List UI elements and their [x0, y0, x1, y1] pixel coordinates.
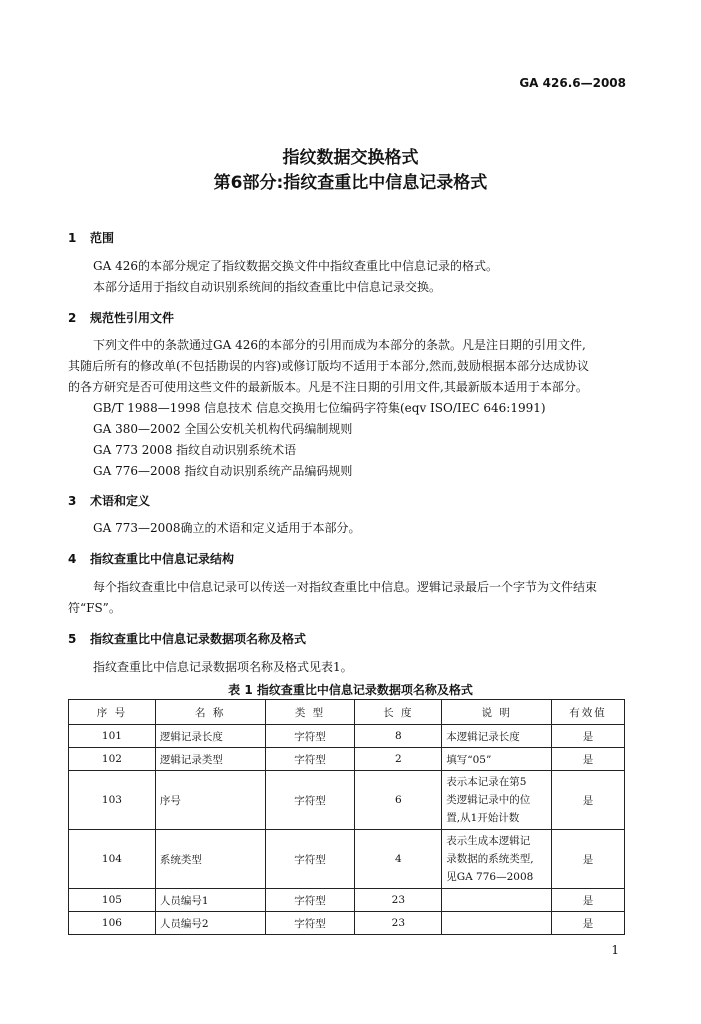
cell-name: 系统类型 — [155, 830, 265, 889]
description-line: 填写“05” — [446, 753, 492, 766]
standard-number: GA 426.6—2008 — [519, 76, 626, 90]
cell-name: 逻辑记录长度 — [155, 725, 265, 748]
column-header: 长 度 — [355, 700, 442, 725]
cell-valid: 是 — [552, 889, 625, 912]
table-header-row — [69, 700, 625, 725]
cell-description — [442, 771, 552, 830]
section-number: 4 — [68, 552, 77, 566]
description-line: 本逻辑记录长度 — [446, 730, 520, 743]
cell-type: 字符型 — [265, 889, 355, 912]
cell-seq: 101 — [69, 725, 156, 748]
cell-description — [442, 748, 552, 771]
column-header: 名 称 — [155, 700, 265, 725]
cell-type: 字符型 — [265, 771, 355, 830]
section-5-heading — [68, 630, 306, 647]
cell-name: 逻辑记录类型 — [155, 748, 265, 771]
section-number: 1 — [68, 231, 77, 245]
section-number: 2 — [68, 311, 77, 325]
page-number: 1 — [611, 943, 619, 957]
cell-type: 字符型 — [265, 748, 355, 771]
cell-length: 4 — [355, 830, 442, 889]
reference-item: GA 776—2008 指纹自动识别系统产品编码规则 — [93, 464, 353, 478]
cell-length: 6 — [355, 771, 442, 830]
paragraph: 的各方研究是否可使用这些文件的最新版本。凡是不注日期的引用文件,其最新版本适用于本部分。 — [68, 380, 588, 394]
section-title: 指纹查重比中信息记录结构 — [90, 552, 235, 566]
cell-type: 字符型 — [265, 912, 355, 935]
paragraph: GA 426的本部分规定了指纹数据交换文件中指纹查重比中信息记录的格式。 — [93, 259, 498, 273]
cell-length: 23 — [355, 912, 442, 935]
section-title: 规范性引用文件 — [90, 311, 175, 325]
section-title: 范围 — [90, 231, 115, 245]
section-3-heading — [68, 492, 150, 509]
paragraph: 每个指纹查重比中信息记录可以传送一对指纹查重比中信息。逻辑记录最后一个字节为文件结束 — [93, 580, 598, 594]
paragraph: 指纹查重比中信息记录数据项名称及格式见表1。 — [93, 660, 353, 674]
data-item-table — [68, 699, 625, 935]
cell-name: 人员编号2 — [155, 912, 265, 935]
document-title: 指纹数据交换格式 — [282, 148, 419, 168]
table-row — [69, 830, 625, 889]
cell-name: 人员编号1 — [155, 889, 265, 912]
cell-valid: 是 — [552, 912, 625, 935]
table-row — [69, 771, 625, 830]
cell-type: 字符型 — [265, 830, 355, 889]
column-header: 序 号 — [69, 700, 156, 725]
description-line: 表示生成本逻辑记 — [446, 835, 531, 847]
section-1-heading — [68, 229, 114, 246]
paragraph: 符“FS”。 — [68, 601, 121, 615]
cell-valid: 是 — [552, 771, 625, 830]
reference-item: GB/T 1988—1998 信息技术 信息交换用七位编码字符集(eqv ISO/IEC 646:1991) — [93, 401, 546, 415]
section-2-heading — [68, 309, 174, 326]
paragraph: 本部分适用于指纹自动识别系统间的指纹查重比中信息记录交换。 — [93, 280, 442, 294]
description-line: 录数据的系统类型, — [446, 853, 534, 865]
cell-type: 字符型 — [265, 725, 355, 748]
section-title: 术语和定义 — [90, 494, 151, 508]
cell-seq: 104 — [69, 830, 156, 889]
description-line: 置,从1开始计数 — [446, 812, 520, 824]
description-line: 类逻辑记录中的位 — [446, 794, 531, 806]
table-row — [69, 889, 625, 912]
reference-item: GA 773 2008 指纹自动识别系统术语 — [93, 443, 297, 457]
cell-seq: 103 — [69, 771, 156, 830]
cell-valid: 是 — [552, 830, 625, 889]
cell-seq: 106 — [69, 912, 156, 935]
cell-description — [442, 830, 552, 889]
description-line: 见GA 776—2008 — [446, 871, 534, 883]
cell-seq: 105 — [69, 889, 156, 912]
table-row — [69, 748, 625, 771]
section-number: 5 — [68, 632, 77, 646]
reference-item: GA 380—2002 全国公安机关机构代码编制规则 — [93, 422, 353, 436]
column-header: 类 型 — [265, 700, 355, 725]
column-header: 有效值 — [552, 700, 625, 725]
section-title: 指纹查重比中信息记录数据项名称及格式 — [90, 632, 307, 646]
table-caption: 表 1 指纹查重比中信息记录数据项名称及格式 — [228, 683, 473, 697]
cell-seq: 102 — [69, 748, 156, 771]
document-subtitle: 第6部分:指纹查重比中信息记录格式 — [213, 173, 488, 193]
table-row — [69, 912, 625, 935]
paragraph: 其随后所有的修改单(不包括勘误的内容)或修订版均不适用于本部分,然而,鼓励根据本部分达成协议 — [68, 359, 589, 373]
column-header: 说 明 — [442, 700, 552, 725]
cell-length: 8 — [355, 725, 442, 748]
section-number: 3 — [68, 494, 77, 508]
paragraph: 下列文件中的条款通过GA 426的本部分的引用而成为本部分的条款。凡是注日期的引用文件, — [93, 338, 586, 352]
cell-description — [442, 889, 552, 912]
paragraph: GA 773—2008确立的术语和定义适用于本部分。 — [93, 521, 361, 535]
cell-valid: 是 — [552, 748, 625, 771]
cell-valid: 是 — [552, 725, 625, 748]
cell-length: 2 — [355, 748, 442, 771]
cell-description — [442, 725, 552, 748]
cell-description — [442, 912, 552, 935]
description-line: 表示本记录在第5 — [446, 776, 527, 788]
section-4-heading — [68, 550, 234, 567]
cell-length: 23 — [355, 889, 442, 912]
cell-name: 序号 — [155, 771, 265, 830]
table-row — [69, 725, 625, 748]
